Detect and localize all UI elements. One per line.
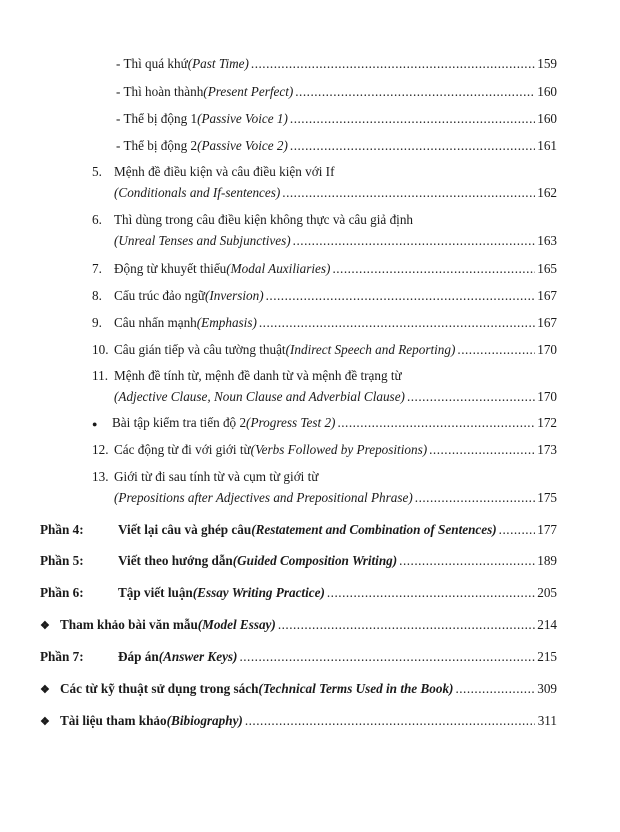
part-label: Phần 5: [40, 553, 84, 568]
toc-bibliography [40, 713, 557, 730]
entry-english: (Adjective Clause, Noun Clause and Adverbial Clause) [114, 389, 405, 404]
entry-text: Các từ kỹ thuật sử dụng trong sách [60, 681, 259, 696]
toc-part-4 [40, 522, 557, 538]
toc-entry-past-time [116, 56, 557, 72]
entry-number: 13. [92, 469, 109, 484]
toc-entry-13-title [92, 469, 318, 485]
entry-number: 12. [92, 442, 109, 457]
toc-technical-terms [40, 681, 557, 698]
entry-english: (Inversion) [205, 288, 264, 303]
toc-entry-6 [114, 233, 557, 249]
part-label: Phần 4: [40, 522, 84, 537]
leader-dots [415, 490, 535, 506]
entry-text: Viết theo hướng dẫn [118, 553, 233, 568]
leader-dots [290, 111, 535, 127]
entry-text: Viết lại câu và ghép câu [118, 522, 252, 537]
toc-entry-passive-2 [116, 138, 557, 154]
entry-text: - Thể bị động 2 [116, 138, 198, 153]
page-number: 172 [537, 415, 557, 430]
entry-number: 5. [92, 164, 102, 179]
entry-number: 9. [92, 315, 102, 330]
entry-text: Tham khảo bài văn mẫu [60, 617, 198, 632]
entry-text: - Thì hoàn thành [116, 84, 204, 99]
entry-number: 6. [92, 212, 102, 227]
leader-dots [407, 389, 535, 405]
entry-text: Thì dùng trong câu điều kiện không thực và câu giả định [114, 212, 414, 227]
leader-dots [327, 585, 535, 601]
diamond-bullet-icon: ❖ [40, 620, 50, 632]
leader-dots [245, 713, 535, 729]
entry-english: (Model Essay) [197, 617, 276, 632]
entry-english: (Modal Auxiliaries) [226, 261, 331, 276]
entry-text: Câu nhấn mạnh [114, 315, 197, 330]
entry-text: Đáp án [118, 649, 159, 664]
leader-dots [429, 442, 535, 458]
entry-text: Cấu trúc đảo ngữ [114, 288, 206, 303]
entry-english: (Restatement and Combination of Sentences) [251, 522, 497, 537]
entry-text: Giới từ đi sau tính từ và cụm từ giới từ [114, 469, 319, 484]
toc-part-6 [40, 585, 557, 601]
page-number: 162 [537, 185, 557, 200]
toc-entry-10 [92, 342, 557, 358]
entry-english: (Conditionals and If-sentences) [114, 185, 281, 200]
toc-entry-8 [92, 288, 557, 304]
leader-dots [278, 617, 535, 633]
leader-dots [259, 315, 535, 331]
entry-english: (Progress Test 2) [246, 415, 336, 430]
page-number: 163 [537, 233, 557, 248]
leader-dots [337, 415, 535, 431]
page-number: 165 [537, 261, 557, 276]
entry-text: Mệnh đề điều kiện và câu điều kiện với If [114, 164, 335, 179]
leader-dots [295, 84, 535, 100]
entry-text: Câu gián tiếp và câu tường thuật [114, 342, 286, 357]
toc-entry-12 [92, 442, 557, 458]
leader-dots [290, 138, 535, 154]
page-number: 167 [537, 315, 557, 330]
leader-dots [332, 261, 535, 277]
page-number: 189 [537, 553, 557, 568]
leader-dots [457, 342, 535, 358]
leader-dots [399, 553, 535, 569]
entry-text: Tập viết luận [118, 585, 193, 600]
page-number: 160 [537, 84, 557, 99]
entry-english: (Verbs Followed by Prepositions) [250, 442, 428, 457]
toc-entry-present-perfect [116, 84, 557, 100]
page-number: 173 [537, 442, 557, 457]
toc-model-essay [40, 617, 557, 634]
entry-text: Tài liệu tham khảo [60, 713, 167, 728]
entry-number: 11. [92, 368, 108, 383]
toc-part-5 [40, 553, 557, 569]
toc-entry-6-title [92, 212, 413, 228]
entry-number: 8. [92, 288, 102, 303]
entry-number: 10. [92, 342, 109, 357]
entry-english: (Emphasis) [196, 315, 257, 330]
toc-entry-progress-test [92, 415, 557, 432]
entry-english: (Bibiography) [166, 713, 243, 728]
part-label: Phần 6: [40, 585, 84, 600]
entry-english: (Passive Voice 2) [197, 138, 288, 153]
page-number: 167 [537, 288, 557, 303]
entry-english: (Past Time) [187, 56, 249, 71]
entry-english: (Passive Voice 1) [197, 111, 288, 126]
leader-dots [499, 522, 535, 538]
leader-dots [251, 56, 535, 72]
toc-entry-11-title [92, 368, 402, 384]
leader-dots [282, 185, 535, 201]
entry-text: Mệnh đề tính từ, mệnh đề danh từ và mệnh đề trạng từ [114, 368, 402, 383]
diamond-bullet-icon: ❖ [40, 716, 50, 728]
toc-entry-5-title [92, 164, 334, 180]
entry-english: (Essay Writing Practice) [192, 585, 325, 600]
toc-entry-9 [92, 315, 557, 331]
page-number: 159 [537, 56, 557, 71]
toc-entry-7 [92, 261, 557, 277]
page-number: 175 [537, 490, 557, 505]
toc-entry-13 [114, 490, 557, 506]
leader-dots [293, 233, 535, 249]
toc-entry-11 [114, 389, 557, 405]
page-number: 309 [537, 681, 557, 696]
entry-english: (Technical Terms Used in the Book) [258, 681, 454, 696]
entry-text: Bài tập kiểm tra tiến độ 2 [112, 415, 247, 430]
page-number: 170 [537, 342, 557, 357]
entry-english: (Answer Keys) [158, 649, 238, 664]
page-number: 214 [537, 617, 557, 632]
page-number: 311 [537, 713, 557, 728]
part-label: Phần 7: [40, 649, 84, 664]
page-number: 215 [537, 649, 557, 664]
entry-english: (Indirect Speech and Reporting) [285, 342, 456, 357]
diamond-bullet-icon: ❖ [40, 684, 50, 696]
entry-number: 7. [92, 261, 102, 276]
leader-dots [266, 288, 535, 304]
entry-english: (Guided Composition Writing) [232, 553, 398, 568]
entry-text: Các động từ đi với giới từ [114, 442, 251, 457]
page-number: 161 [537, 138, 557, 153]
toc-entry-passive-1 [116, 111, 557, 127]
bullet-icon: ● [92, 419, 98, 429]
entry-english: (Prepositions after Adjectives and Prepositional Phrase) [114, 490, 413, 505]
entry-english: (Present Perfect) [203, 84, 294, 99]
page-number: 170 [537, 389, 557, 404]
entry-text: - Thể bị động 1 [116, 111, 198, 126]
page-number: 160 [537, 111, 557, 126]
entry-text: - Thì quá khứ [116, 56, 188, 71]
leader-dots [455, 681, 535, 697]
entry-english: (Unreal Tenses and Subjunctives) [114, 233, 291, 248]
page-number: 177 [537, 522, 557, 537]
page-number: 205 [537, 585, 557, 600]
toc-part-7 [40, 649, 557, 665]
entry-text: Động từ khuyết thiếu [114, 261, 227, 276]
leader-dots [239, 649, 535, 665]
toc-entry-5 [114, 185, 557, 201]
